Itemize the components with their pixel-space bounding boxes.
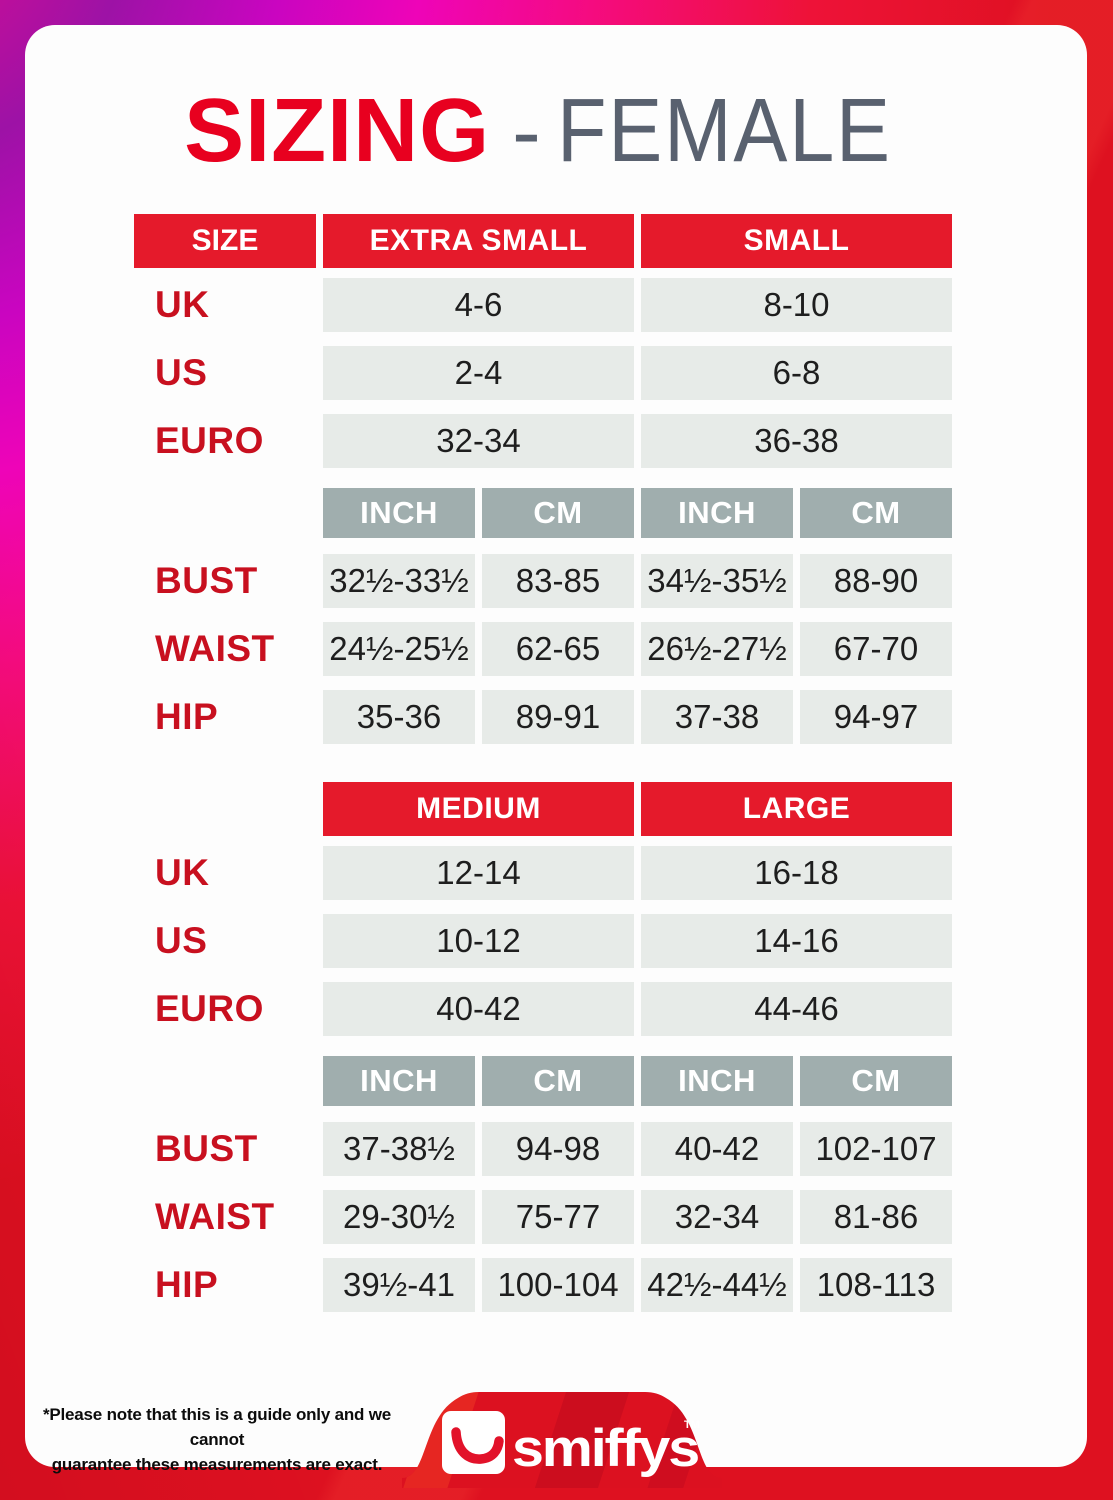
row-label-hip: HIP [155,1264,219,1305]
trademark-symbol: TM [684,1419,700,1431]
row-label-euro: EURO [155,420,264,461]
title-separator: - [512,84,541,180]
cell-value: 35-36 [323,690,475,744]
table-row [134,1122,958,1176]
table-row [134,554,958,608]
cell-value: 83-85 [482,554,634,608]
brand-logo-text: smiffys [512,1419,699,1478]
table1-unit-header-row [134,488,958,538]
unit-header-inch: INCH [641,1056,793,1106]
cell-value: 100-104 [482,1258,634,1312]
table-row [134,414,958,468]
cell-value: 108-113 [800,1258,952,1312]
table-row [134,846,958,900]
cell-value: 16-18 [641,846,952,900]
unit-header-cm: CM [800,1056,952,1106]
unit-header-cm: CM [482,1056,634,1106]
cell-value: 67-70 [800,622,952,676]
row-label-hip: HIP [155,696,219,737]
cell-value: 32½-33½ [323,554,475,608]
table1-header-row [134,214,958,268]
cell-value: 26½-27½ [641,622,793,676]
cell-value: 6-8 [641,346,952,400]
unit-header-inch: INCH [323,488,475,538]
cell-value: 8-10 [641,278,952,332]
cell-value: 37-38½ [323,1122,475,1176]
cell-value: 32-34 [323,414,634,468]
unit-header-cm: CM [800,488,952,538]
cell-value: 4-6 [323,278,634,332]
disclaimer-note [37,1402,397,1477]
cell-value: 62-65 [482,622,634,676]
cell-value: 36-38 [641,414,952,468]
brand-logo-tab [402,1390,722,1488]
row-label-uk: UK [155,284,210,325]
unit-header-inch: INCH [641,488,793,538]
row-label-us: US [155,352,208,393]
spacer [134,1056,316,1106]
table2-col-large: LARGE [641,782,952,836]
cell-value: 24½-25½ [323,622,475,676]
cell-value: 40-42 [323,982,634,1036]
cell-value: 40-42 [641,1122,793,1176]
table-row [134,914,958,968]
table-row [134,346,958,400]
table1-col-small: SMALL [641,214,952,268]
cell-value: 44-46 [641,982,952,1036]
cell-value: 88-90 [800,554,952,608]
row-label-waist: WAIST [155,628,275,669]
cell-value: 10-12 [323,914,634,968]
table-row [134,1258,958,1312]
cell-value: 94-98 [482,1122,634,1176]
page-title [0,81,1113,202]
title-sizing: SIZING [184,81,491,181]
cell-value: 89-91 [482,690,634,744]
table1-col-extra-small: EXTRA SMALL [323,214,634,268]
cell-value: 94-97 [800,690,952,744]
row-label-bust: BUST [155,1128,258,1169]
cell-value: 81-86 [800,1190,952,1244]
cell-value: 39½-41 [323,1258,475,1312]
cell-value: 14-16 [641,914,952,968]
spacer [134,488,316,538]
unit-header-inch: INCH [323,1056,475,1106]
cell-value: 42½-44½ [641,1258,793,1312]
row-label-us: US [155,920,208,961]
row-label-euro: EURO [155,988,264,1029]
row-label-waist: WAIST [155,1196,275,1237]
table-row [134,690,958,744]
table-row [134,278,958,332]
row-label-uk: UK [155,852,210,893]
cell-value: 102-107 [800,1122,952,1176]
title-female: FEMALE [556,81,892,181]
disclaimer-line-2: guarantee these measurements are exact. [51,1455,383,1474]
cell-value: 2-4 [323,346,634,400]
table2-col-medium: MEDIUM [323,782,634,836]
disclaimer-line-1: *Please note that this is a guide only and we cannot [42,1405,392,1449]
table-row [134,622,958,676]
cell-value: 29-30½ [323,1190,475,1244]
table2-unit-header-row [134,1056,958,1106]
cell-value: 34½-35½ [641,554,793,608]
table-row [134,1190,958,1244]
table-row [134,982,958,1036]
cell-value: 75-77 [482,1190,634,1244]
table1-corner-header: SIZE [134,214,316,268]
spacer [134,782,316,836]
unit-header-cm: CM [482,488,634,538]
cell-value: 37-38 [641,690,793,744]
cell-value: 32-34 [641,1190,793,1244]
row-label-bust: BUST [155,560,258,601]
cell-value: 12-14 [323,846,634,900]
table2-header-row [134,782,958,836]
